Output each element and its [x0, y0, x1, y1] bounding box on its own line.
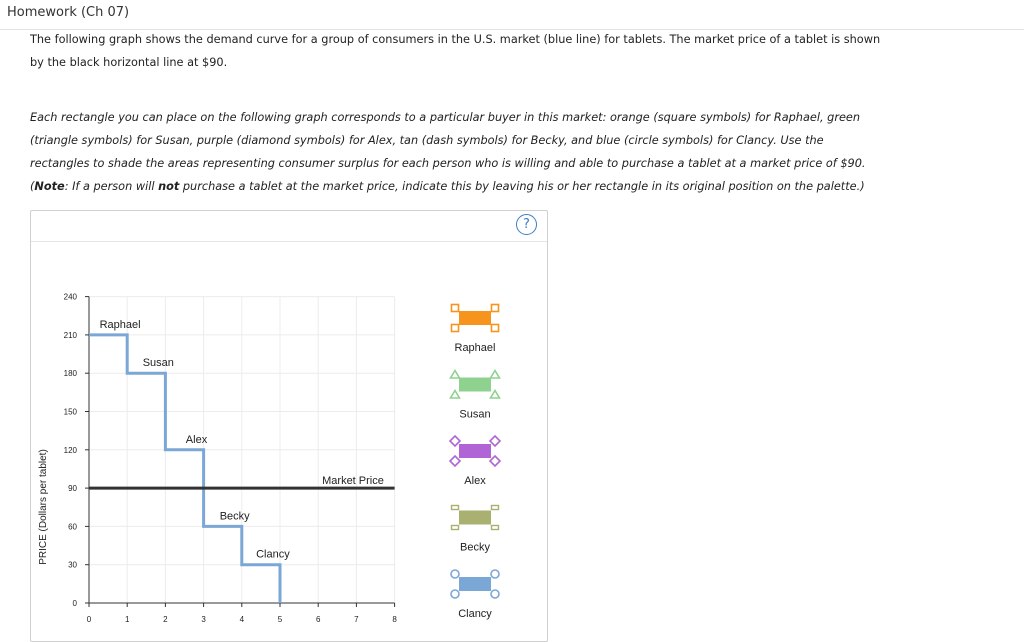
square-icon	[452, 305, 459, 312]
instructions-line-1: Each rectangle you can place on the following graph corresponds to a particular buyer in this market: orange (square symbols) for Raphael, green	[30, 111, 861, 124]
palette-rect-susan[interactable]	[459, 378, 491, 392]
palette-item-clancy[interactable]	[451, 570, 499, 620]
x-tick-label: 2	[163, 615, 168, 624]
demand-curve	[89, 335, 280, 603]
circle-icon	[491, 590, 499, 598]
market-price-label: Market Price	[322, 475, 384, 487]
triangle-icon	[491, 391, 500, 399]
help-icon[interactable]: ?	[516, 214, 537, 235]
y-tick-label: 240	[63, 292, 77, 302]
palette-item-raphael[interactable]	[452, 305, 499, 355]
circle-icon	[451, 590, 459, 598]
assignment-header	[0, 0, 1024, 30]
buyer-label-susan: Susan	[142, 357, 174, 370]
palette-rect-clancy[interactable]	[459, 577, 491, 591]
y-tick-label: 180	[63, 369, 77, 379]
x-tick-label: 1	[124, 615, 130, 624]
buyer-label-raphael: Raphael	[99, 318, 141, 331]
circle-icon	[491, 570, 499, 578]
axes	[64, 293, 398, 624]
square-icon	[452, 325, 459, 332]
triangle-icon	[491, 371, 500, 379]
graph-canvas[interactable]	[31, 211, 547, 641]
instructions-line-2: (triangle symbols) for Susan, purple (diamond symbols) for Alex, tan (dash symbols) for Becky, and blue (circle symbols) for Clancy. Use the	[30, 134, 824, 147]
dash-icon	[452, 526, 459, 530]
palette-label: Susan	[459, 408, 491, 421]
y-tick-label: 120	[63, 445, 77, 455]
palette-rect-raphael[interactable]	[459, 311, 491, 325]
y-tick-label: 60	[68, 522, 77, 532]
rectangle-palette[interactable]	[450, 305, 500, 621]
palette-label: Becky	[460, 541, 490, 554]
palette-item-susan[interactable]	[451, 371, 500, 421]
graph-panel	[30, 210, 548, 642]
palette-item-becky[interactable]	[452, 506, 499, 554]
palette-label: Clancy	[458, 608, 492, 620]
intro-line-2: by the black horizontal line at $90.	[30, 56, 228, 69]
x-tick-label: 7	[354, 615, 359, 624]
palette-label: Raphael	[454, 342, 496, 354]
note-end: purchase a tablet at the market price, indicate this by leaving his or her rectangle in its original position on the palette.)	[179, 180, 865, 193]
instructions-line-3: rectangles to shade the areas representing consumer surplus for each person who is willing and able to purchase a tablet at a market price of $90.	[30, 157, 866, 170]
diamond-icon	[490, 456, 500, 466]
y-tick-label: 150	[63, 407, 77, 417]
triangle-icon	[451, 371, 460, 379]
palette-item-alex[interactable]	[450, 436, 500, 487]
diamond-icon	[450, 436, 460, 446]
intro-line-1: The following graph shows the demand curve for a group of consumers in the U.S. market (blue line) for tablets. The market price of a tablet is shown	[30, 33, 881, 46]
y-tick-label: 30	[68, 560, 77, 570]
x-tick-label: 3	[201, 615, 206, 624]
y-tick-label: 210	[63, 330, 77, 340]
square-icon	[492, 305, 499, 312]
y-axis-label: PRICE (Dollars per tablet)	[38, 449, 49, 565]
diamond-icon	[490, 436, 500, 446]
palette-label: Alex	[464, 475, 486, 487]
palette-rect-becky[interactable]	[459, 511, 491, 525]
dash-icon	[452, 506, 459, 510]
x-tick-label: 8	[392, 615, 397, 624]
y-tick-label: 90	[68, 484, 77, 494]
dash-icon	[492, 526, 499, 530]
buyer-label-clancy: Clancy	[256, 548, 290, 561]
note-label: Note	[34, 180, 65, 193]
diamond-icon	[450, 456, 460, 466]
buyer-label-alex: Alex	[185, 433, 208, 446]
y-tick-label: 0	[72, 599, 77, 608]
assignment-title: Homework (Ch 07)	[7, 5, 130, 20]
x-tick-label: 6	[315, 615, 321, 624]
dash-icon	[492, 506, 499, 510]
x-tick-label: 4	[239, 615, 245, 624]
palette-rect-alex[interactable]	[459, 444, 491, 458]
note-mid: : If a person will	[64, 180, 159, 193]
question-instructions	[30, 106, 960, 198]
x-tick-label: 0	[86, 615, 92, 624]
circle-icon	[451, 570, 459, 578]
buyer-label-becky: Becky	[219, 510, 250, 523]
triangle-icon	[451, 391, 460, 399]
square-icon	[492, 325, 499, 332]
instructions-note	[30, 175, 960, 198]
note-not: not	[158, 180, 180, 193]
x-tick-label: 5	[277, 615, 283, 624]
question-intro	[30, 28, 960, 74]
note-paren: (	[30, 180, 35, 193]
